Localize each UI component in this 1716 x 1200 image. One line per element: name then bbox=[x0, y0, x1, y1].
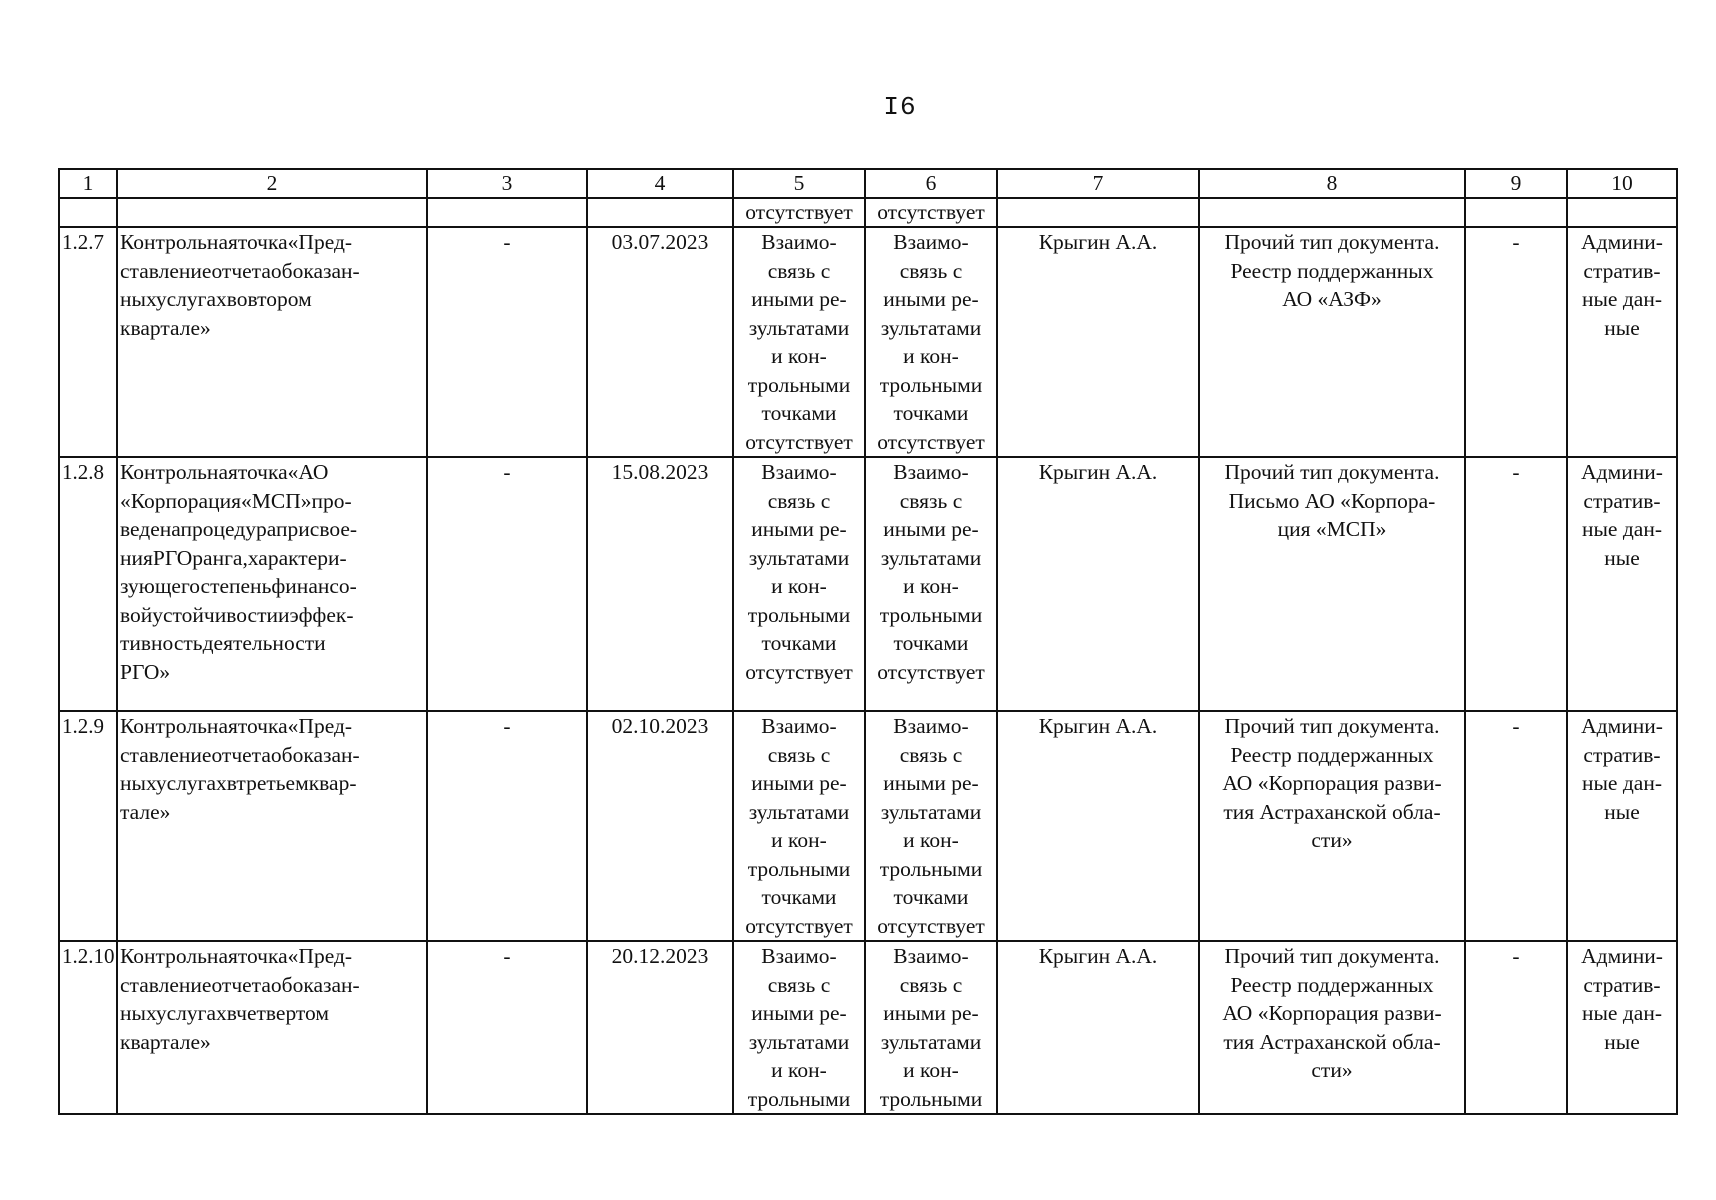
control-point-title-cell bbox=[117, 227, 427, 457]
cell-line: стратив- bbox=[1583, 488, 1661, 513]
continuation-cell bbox=[587, 198, 733, 227]
cell-line: квартале» bbox=[120, 315, 211, 340]
document-type-cell bbox=[1199, 711, 1465, 941]
document-type-cell bbox=[1199, 457, 1465, 711]
cell-line: и кон- bbox=[771, 344, 827, 368]
cell-line: отсутствует bbox=[877, 913, 985, 938]
cell-line: Контрольнаяточка«Пред- bbox=[120, 944, 353, 968]
document-type-cell bbox=[1199, 941, 1465, 1114]
cell-line: Взаимо- bbox=[893, 460, 969, 484]
cell-line: и кон- bbox=[903, 344, 959, 368]
cell-line: трольными bbox=[879, 372, 983, 397]
column3-cell: - bbox=[427, 457, 587, 711]
cell-line: связь с bbox=[767, 972, 831, 997]
cell-line: нияРГОранга,характери- bbox=[120, 545, 347, 570]
cell-line: зующегостепеньфинансо- bbox=[120, 574, 357, 598]
continuation-cell bbox=[1199, 198, 1465, 227]
cell-line: связь с bbox=[899, 972, 963, 997]
column-header: 10 bbox=[1567, 169, 1677, 198]
cell-line: и кон- bbox=[771, 1058, 827, 1082]
predecessor-relation-cell bbox=[733, 711, 865, 941]
cell-line: трольными bbox=[747, 372, 851, 397]
successor-relation-cell bbox=[865, 941, 997, 1114]
due-date-cell: 15.08.2023 bbox=[587, 457, 733, 711]
cell-line: ные дан- bbox=[1581, 771, 1663, 795]
cell-line: точками bbox=[893, 885, 969, 909]
cell-line: Прочий тип документа. bbox=[1224, 230, 1440, 254]
column-header: 7 bbox=[997, 169, 1199, 198]
continuation-row bbox=[59, 198, 1677, 227]
cell-line: сти» bbox=[1311, 1058, 1353, 1082]
table-row bbox=[59, 711, 1677, 941]
data-source-cell bbox=[1567, 457, 1677, 711]
cell-line: Прочий тип документа. bbox=[1224, 460, 1440, 484]
cell-line: Взаимо- bbox=[761, 230, 837, 254]
column-header: 8 bbox=[1199, 169, 1465, 198]
cell-line: ные bbox=[1604, 1029, 1640, 1054]
row-number-cell: 1.2.8 bbox=[59, 457, 117, 711]
cell-line: тивностьдеятельности bbox=[120, 631, 326, 655]
cell-line: иными ре- bbox=[751, 517, 847, 541]
cell-line: иными ре- bbox=[751, 771, 847, 795]
column9-cell: - bbox=[1465, 941, 1567, 1114]
cell-line: отсутствует bbox=[745, 659, 853, 684]
data-source-cell bbox=[1567, 941, 1677, 1114]
predecessor-relation-cell bbox=[733, 227, 865, 457]
row-number-cell: 1.2.7 bbox=[59, 227, 117, 457]
cell-line: стратив- bbox=[1583, 258, 1661, 283]
cell-line: АО «Корпорация разви- bbox=[1222, 1001, 1442, 1025]
due-date-cell: 03.07.2023 bbox=[587, 227, 733, 457]
successor-relation-cell bbox=[865, 457, 997, 711]
cell-line: точками bbox=[893, 401, 969, 425]
cell-line: и кон- bbox=[771, 828, 827, 852]
cell-line: ставлениеотчетаобоказан- bbox=[120, 258, 360, 283]
cell-line: Админи- bbox=[1581, 714, 1663, 738]
cell-line: веденапроцедураприсвое- bbox=[120, 517, 358, 541]
continuation-cell bbox=[1567, 198, 1677, 227]
continuation-relation-cell: отсутствует bbox=[865, 198, 997, 227]
column-header: 4 bbox=[587, 169, 733, 198]
cell-line: зультатами bbox=[748, 799, 850, 824]
cell-line: связь с bbox=[767, 488, 831, 513]
cell-line: трольными bbox=[879, 602, 983, 627]
cell-line: Реестр поддержанных bbox=[1230, 258, 1434, 283]
cell-line: Админи- bbox=[1581, 460, 1663, 484]
cell-line: квартале» bbox=[120, 1029, 211, 1054]
cell-line: зультатами bbox=[748, 545, 850, 570]
cell-line: тия Астраханской обла- bbox=[1223, 1029, 1441, 1054]
table-row bbox=[59, 941, 1677, 1114]
cell-line: ные bbox=[1604, 545, 1640, 570]
continuation-cell bbox=[1465, 198, 1567, 227]
column-header: 6 bbox=[865, 169, 997, 198]
cell-line: Реестр поддержанных bbox=[1230, 972, 1434, 997]
cell-line: ныхуслугахвчетвертом bbox=[120, 1001, 329, 1025]
cell-line: иными ре- bbox=[883, 517, 979, 541]
cell-line: Взаимо- bbox=[893, 714, 969, 738]
cell-line: трольными bbox=[747, 1086, 851, 1111]
column9-cell: - bbox=[1465, 457, 1567, 711]
cell-line: и кон- bbox=[903, 828, 959, 852]
cell-line: и кон- bbox=[771, 574, 827, 598]
cell-line: иными ре- bbox=[751, 287, 847, 311]
cell-line: точками bbox=[761, 401, 837, 425]
cell-line: войустойчивостииэффек- bbox=[120, 602, 354, 627]
cell-line: и кон- bbox=[903, 1058, 959, 1082]
cell-line: ные bbox=[1604, 799, 1640, 824]
predecessor-relation-cell bbox=[733, 941, 865, 1114]
cell-line: трольными bbox=[879, 856, 983, 881]
cell-line: ныхуслугахвтретьемквар- bbox=[120, 771, 357, 795]
column9-cell: - bbox=[1465, 711, 1567, 941]
predecessor-relation-cell bbox=[733, 457, 865, 711]
control-point-title-cell bbox=[117, 457, 427, 711]
cell-line: Админи- bbox=[1581, 944, 1663, 968]
cell-line: связь с bbox=[899, 742, 963, 767]
cell-line: иными ре- bbox=[883, 1001, 979, 1025]
cell-line: ные дан- bbox=[1581, 1001, 1663, 1025]
cell-line: стратив- bbox=[1583, 972, 1661, 997]
cell-line: отсутствует bbox=[877, 659, 985, 684]
column3-cell: - bbox=[427, 941, 587, 1114]
data-source-cell bbox=[1567, 711, 1677, 941]
cell-line: отсутствует bbox=[877, 429, 985, 454]
cell-line: отсутствует bbox=[745, 429, 853, 454]
continuation-cell bbox=[427, 198, 587, 227]
continuation-relation-cell: отсутствует bbox=[733, 198, 865, 227]
cell-line: стратив- bbox=[1583, 742, 1661, 767]
cell-line: точками bbox=[761, 631, 837, 655]
cell-line: иными ре- bbox=[883, 287, 979, 311]
control-point-title-cell bbox=[117, 711, 427, 941]
cell-line: связь с bbox=[899, 258, 963, 283]
cell-line: ставлениеотчетаобоказан- bbox=[120, 742, 360, 767]
cell-line: зультатами bbox=[748, 1029, 850, 1054]
cell-line: трольными bbox=[747, 602, 851, 627]
cell-line: и кон- bbox=[903, 574, 959, 598]
cell-line: Взаимо- bbox=[761, 714, 837, 738]
continuation-cell bbox=[59, 198, 117, 227]
cell-line: Контрольнаяточка«Пред- bbox=[120, 714, 353, 738]
column-number-header-row bbox=[59, 169, 1677, 198]
cell-line: РГО» bbox=[120, 659, 171, 684]
cell-line: трольными bbox=[747, 856, 851, 881]
cell-line: Админи- bbox=[1581, 230, 1663, 254]
continuation-cell bbox=[997, 198, 1199, 227]
cell-line: зультатами bbox=[880, 545, 982, 570]
due-date-cell: 02.10.2023 bbox=[587, 711, 733, 941]
cell-line: ция «МСП» bbox=[1277, 517, 1387, 541]
column3-cell: - bbox=[427, 227, 587, 457]
cell-line: АО «Корпорация разви- bbox=[1222, 771, 1442, 795]
row-number-cell: 1.2.9 bbox=[59, 711, 117, 941]
cell-line: иными ре- bbox=[883, 771, 979, 795]
cell-line: тале» bbox=[120, 799, 171, 824]
control-points-table bbox=[58, 168, 1678, 1115]
cell-line: связь с bbox=[899, 488, 963, 513]
data-source-cell bbox=[1567, 227, 1677, 457]
responsible-person-cell: Крыгин А.А. bbox=[997, 941, 1199, 1114]
column3-cell: - bbox=[427, 711, 587, 941]
cell-line: ные bbox=[1604, 315, 1640, 340]
cell-line: сти» bbox=[1311, 828, 1353, 852]
row-number-cell: 1.2.10 bbox=[59, 941, 117, 1114]
column9-cell: - bbox=[1465, 227, 1567, 457]
cell-line: Взаимо- bbox=[893, 944, 969, 968]
successor-relation-cell bbox=[865, 711, 997, 941]
cell-line: Прочий тип документа. bbox=[1224, 944, 1440, 968]
table-row bbox=[59, 457, 1677, 711]
cell-line: зультатами bbox=[880, 315, 982, 340]
cell-line: Прочий тип документа. bbox=[1224, 714, 1440, 738]
cell-line: иными ре- bbox=[751, 1001, 847, 1025]
responsible-person-cell: Крыгин А.А. bbox=[997, 711, 1199, 941]
cell-line: трольными bbox=[879, 1086, 983, 1111]
cell-line: Взаимо- bbox=[761, 460, 837, 484]
responsible-person-cell: Крыгин А.А. bbox=[997, 227, 1199, 457]
cell-line: тия Астраханской обла- bbox=[1223, 799, 1441, 824]
cell-line: связь с bbox=[767, 742, 831, 767]
due-date-cell: 20.12.2023 bbox=[587, 941, 733, 1114]
successor-relation-cell bbox=[865, 227, 997, 457]
cell-line: точками bbox=[893, 631, 969, 655]
cell-line: зультатами bbox=[880, 799, 982, 824]
column-header: 1 bbox=[59, 169, 117, 198]
column-header: 9 bbox=[1465, 169, 1567, 198]
cell-line: Письмо АО «Корпора- bbox=[1228, 488, 1436, 513]
responsible-person-cell: Крыгин А.А. bbox=[997, 457, 1199, 711]
cell-line: ныхуслугахвовтором bbox=[120, 287, 312, 311]
column-header: 2 bbox=[117, 169, 427, 198]
document-type-cell bbox=[1199, 227, 1465, 457]
page-number: I6 bbox=[883, 92, 917, 122]
control-point-title-cell bbox=[117, 941, 427, 1114]
cell-line: точками bbox=[761, 885, 837, 909]
continuation-cell bbox=[117, 198, 427, 227]
column-header: 3 bbox=[427, 169, 587, 198]
cell-line: Реестр поддержанных bbox=[1230, 742, 1434, 767]
cell-line: Контрольнаяточка«Пред- bbox=[120, 230, 353, 254]
cell-line: АО «АЗФ» bbox=[1282, 287, 1382, 311]
cell-line: связь с bbox=[767, 258, 831, 283]
cell-line: ставлениеотчетаобоказан- bbox=[120, 972, 360, 997]
cell-line: ные дан- bbox=[1581, 517, 1663, 541]
cell-line: зультатами bbox=[880, 1029, 982, 1054]
cell-line: зультатами bbox=[748, 315, 850, 340]
cell-line: Контрольнаяточка«АО bbox=[120, 460, 329, 484]
column-header: 5 bbox=[733, 169, 865, 198]
cell-line: Взаимо- bbox=[761, 944, 837, 968]
cell-line: «Корпорация«МСП»про- bbox=[120, 488, 352, 513]
cell-line: отсутствует bbox=[745, 913, 853, 938]
cell-line: ные дан- bbox=[1581, 287, 1663, 311]
cell-line: Взаимо- bbox=[893, 230, 969, 254]
table-row bbox=[59, 227, 1677, 457]
